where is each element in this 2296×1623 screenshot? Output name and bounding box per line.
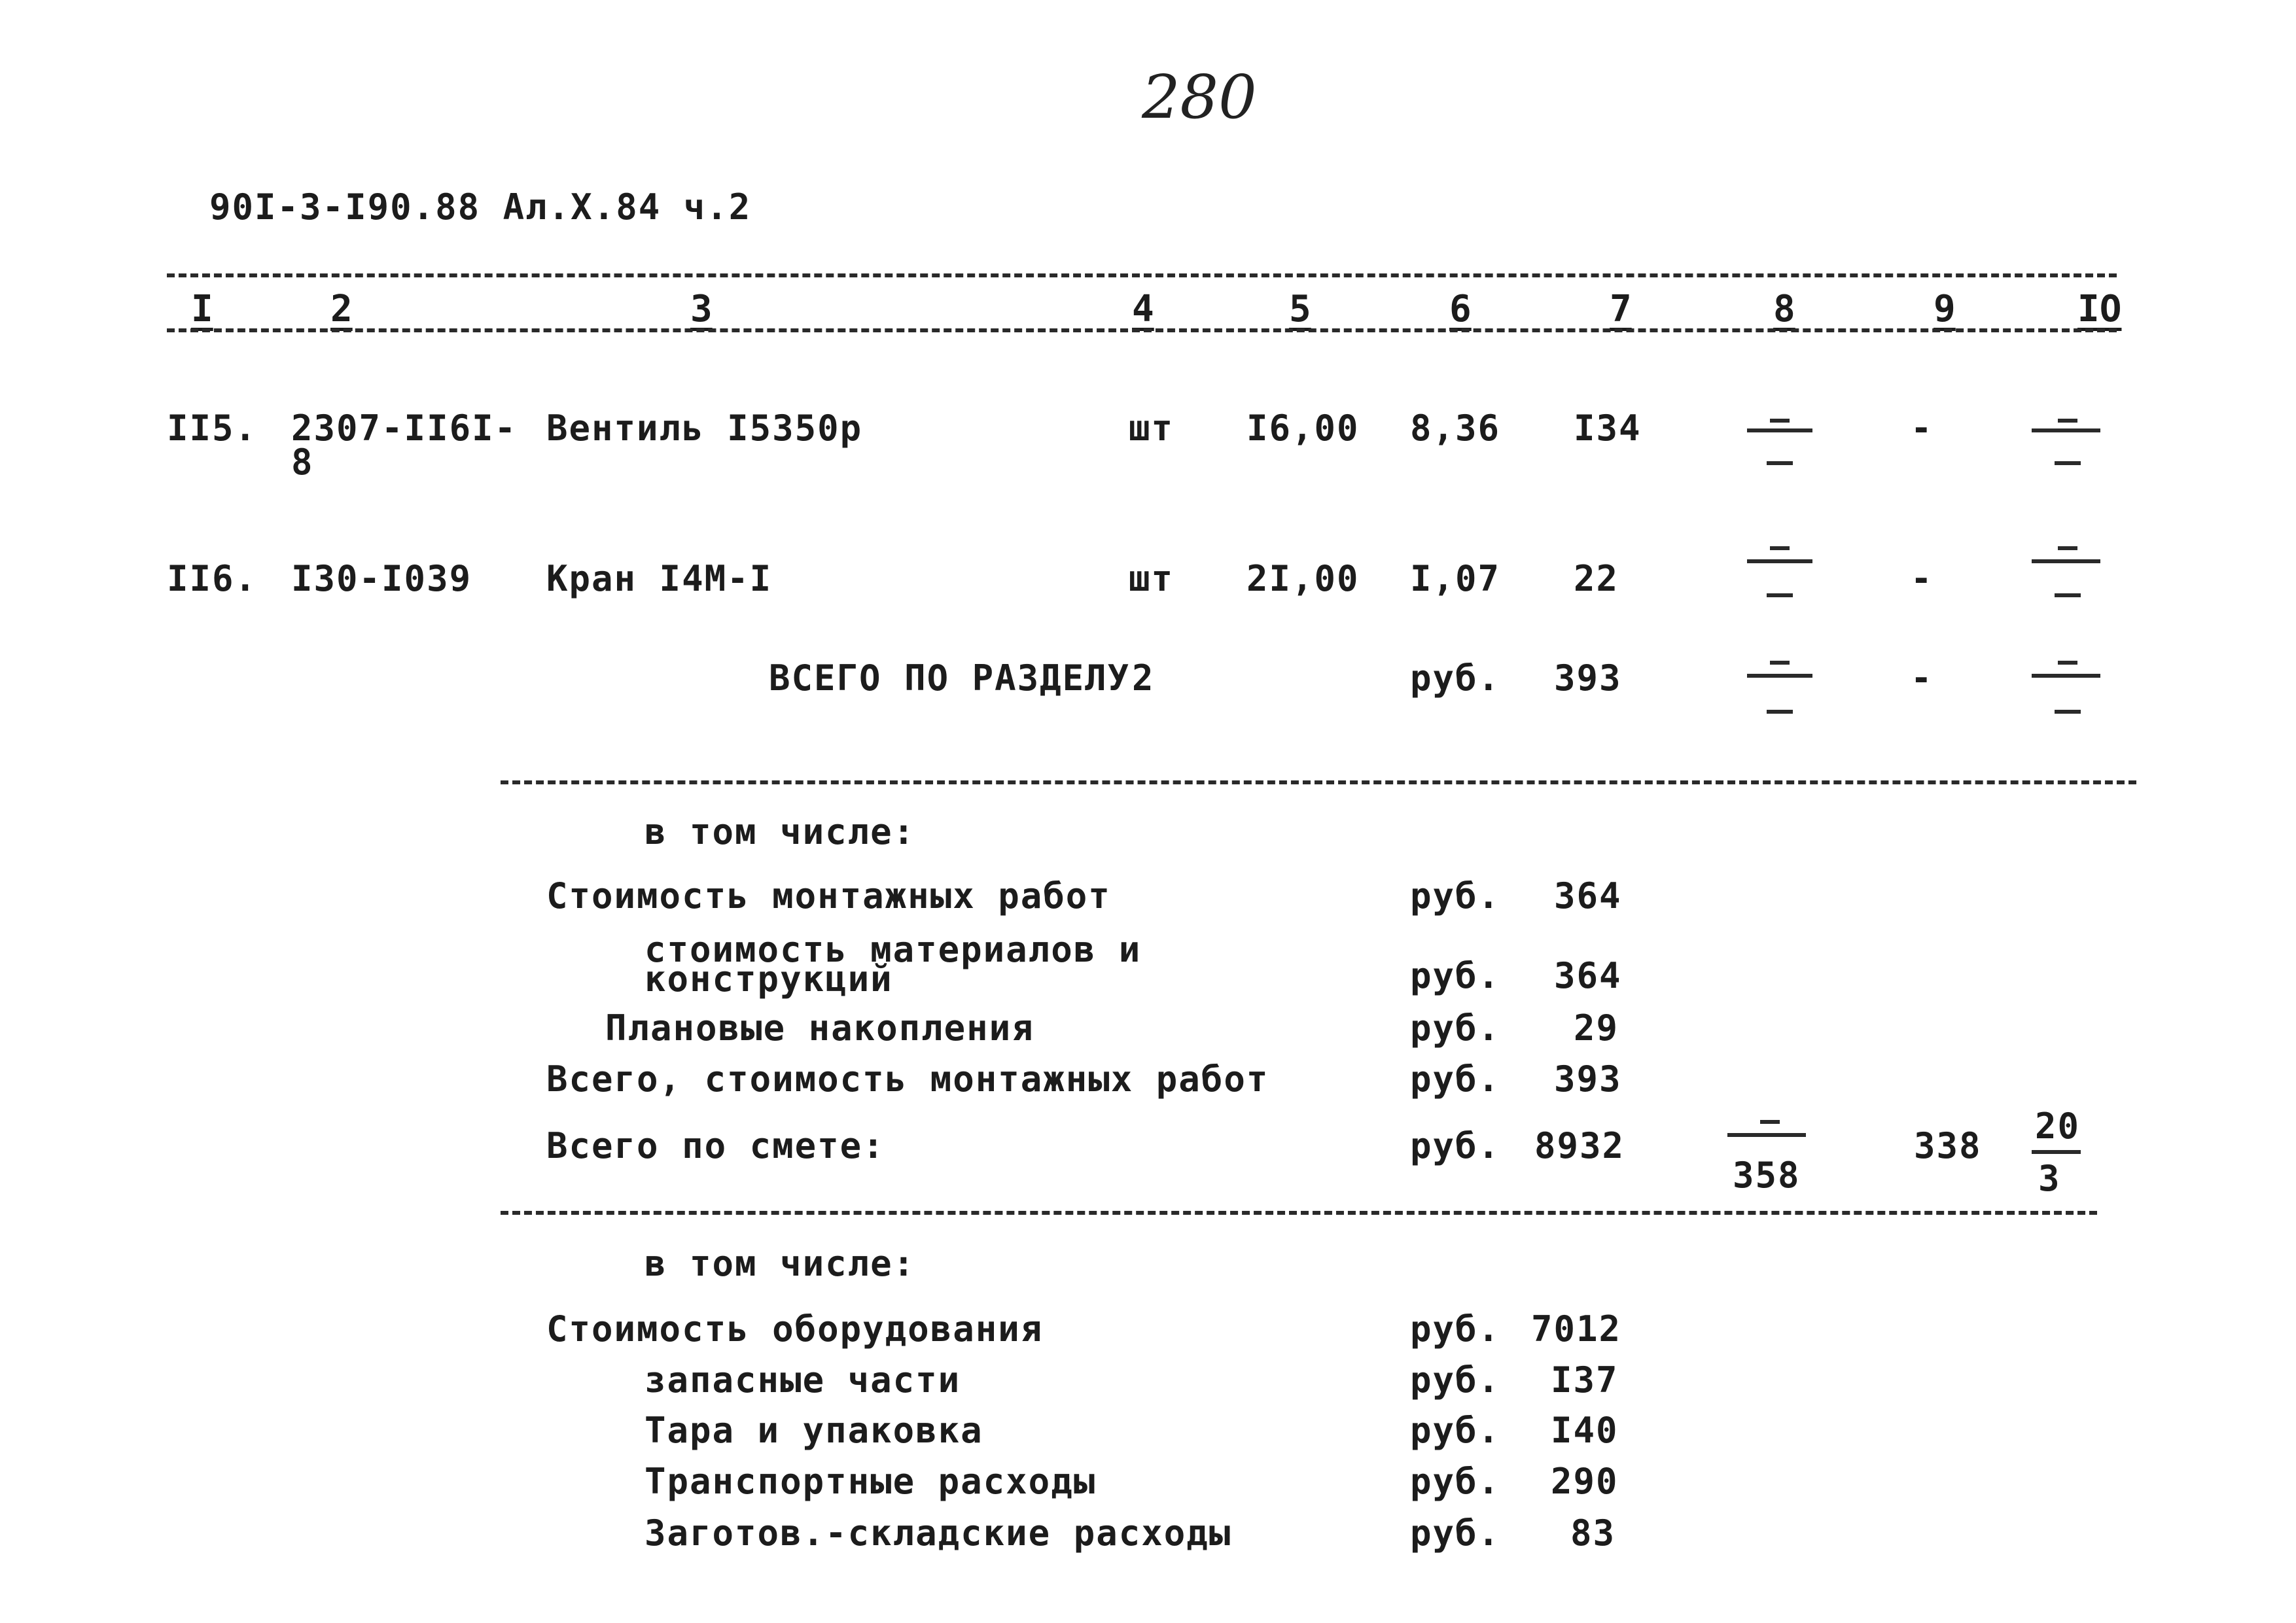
quantity: 2I,00 xyxy=(1246,558,1360,599)
breakdown-value: 393 xyxy=(1554,1058,1622,1100)
price-code-continued: 8 xyxy=(291,442,314,483)
column-number: 2 xyxy=(330,288,353,330)
column-number: 9 xyxy=(1934,288,1956,330)
col9-value: - xyxy=(1911,408,1934,449)
column-number: 5 xyxy=(1289,288,1311,330)
section-separator-rule xyxy=(501,780,2136,784)
section-total-value: 393 xyxy=(1554,657,1622,699)
grand-total-unit: руб. xyxy=(1410,1125,1501,1166)
breakdown-value: I37 xyxy=(1551,1359,1619,1401)
breakdown-label-continued: конструкций xyxy=(645,958,893,1000)
row-number: II6. xyxy=(167,558,258,599)
price-code: I30-I039 xyxy=(291,558,472,599)
breakdown-label: Стоимость оборудования xyxy=(546,1308,1044,1350)
breakdown-label: Всего, стоимость монтажных работ xyxy=(546,1058,1269,1100)
breakdown-unit: руб. xyxy=(1410,1461,1501,1502)
breakdown-unit: руб. xyxy=(1410,1359,1501,1401)
column-number: 6 xyxy=(1449,288,1472,330)
document-header: 90I-3-I90.88 Ал.X.84 ч.2 xyxy=(209,186,752,228)
col8-denominator: 358 xyxy=(1733,1155,1801,1196)
breakdown-label: Плановые накопления xyxy=(605,1007,1034,1049)
section-number: 2 xyxy=(1132,657,1155,699)
header-bottom-rule xyxy=(167,328,2117,332)
breakdown-value: 364 xyxy=(1554,955,1622,996)
col9-value: - xyxy=(1911,657,1934,699)
page-number: 280 xyxy=(1142,62,1257,132)
item-name: Кран I4М-I xyxy=(546,558,773,599)
breakdown-value: I40 xyxy=(1551,1410,1619,1451)
breakdown-value: 83 xyxy=(1570,1512,1616,1554)
header-top-rule xyxy=(167,273,2117,277)
col10-numerator: 20 xyxy=(2035,1106,2081,1147)
unit: шт xyxy=(1129,408,1174,449)
breakdown-label: Стоимость монтажных работ xyxy=(546,875,1111,916)
price-code: 2307-II6I- xyxy=(291,408,518,449)
breakdown-label: Заготов.-складские расходы xyxy=(645,1512,1232,1554)
total-cost: I34 xyxy=(1574,408,1642,449)
breakdown-label: стоимость материалов и xyxy=(645,929,1142,970)
grand-total-value: 8932 xyxy=(1534,1125,1625,1166)
column-number: 8 xyxy=(1773,288,1795,330)
breakdown-unit: руб. xyxy=(1410,875,1501,916)
breakdown-value: 29 xyxy=(1574,1007,1619,1049)
column-number: 7 xyxy=(1610,288,1632,330)
column-number: 4 xyxy=(1132,288,1154,330)
column-number: IO xyxy=(2077,288,2122,330)
breakdown-unit: руб. xyxy=(1410,1410,1501,1451)
row-number: II5. xyxy=(167,408,258,449)
breakdown-label: Транспортные расходы xyxy=(645,1461,1097,1502)
breakdown-label: запасные части xyxy=(645,1359,961,1401)
section-total-label: ВСЕГО ПО РАЗДЕЛУ xyxy=(769,657,1131,699)
breakdown-label: Тара и упаковка xyxy=(645,1410,983,1451)
breakdown-heading: в том числе: xyxy=(645,811,916,852)
column-number: 3 xyxy=(690,288,713,330)
breakdown-value: 7012 xyxy=(1531,1308,1622,1350)
total-cost: 22 xyxy=(1574,558,1619,599)
grand-total-separator-rule xyxy=(501,1211,2097,1215)
unit-price: I,07 xyxy=(1410,558,1501,599)
breakdown-unit: руб. xyxy=(1410,1308,1501,1350)
breakdown-value: 364 xyxy=(1554,875,1622,916)
breakdown-unit: руб. xyxy=(1410,955,1501,996)
item-name: Вентиль I5350р xyxy=(546,408,863,449)
grand-total-label: Всего по смете: xyxy=(546,1125,885,1166)
col9-value: 338 xyxy=(1914,1125,1982,1166)
breakdown-unit: руб. xyxy=(1410,1007,1501,1049)
unit: шт xyxy=(1129,558,1174,599)
col10-denominator: 3 xyxy=(2038,1158,2061,1199)
breakdown-unit: руб. xyxy=(1410,1058,1501,1100)
unit-price: 8,36 xyxy=(1410,408,1501,449)
quantity: I6,00 xyxy=(1246,408,1360,449)
col9-value: - xyxy=(1911,558,1934,599)
breakdown-heading: в том числе: xyxy=(645,1243,916,1284)
column-number: I xyxy=(191,288,213,330)
section-total-unit: руб. xyxy=(1410,657,1501,699)
breakdown-value: 290 xyxy=(1551,1461,1619,1502)
breakdown-unit: руб. xyxy=(1410,1512,1501,1554)
col10-fraction-bar xyxy=(2032,1150,2081,1154)
